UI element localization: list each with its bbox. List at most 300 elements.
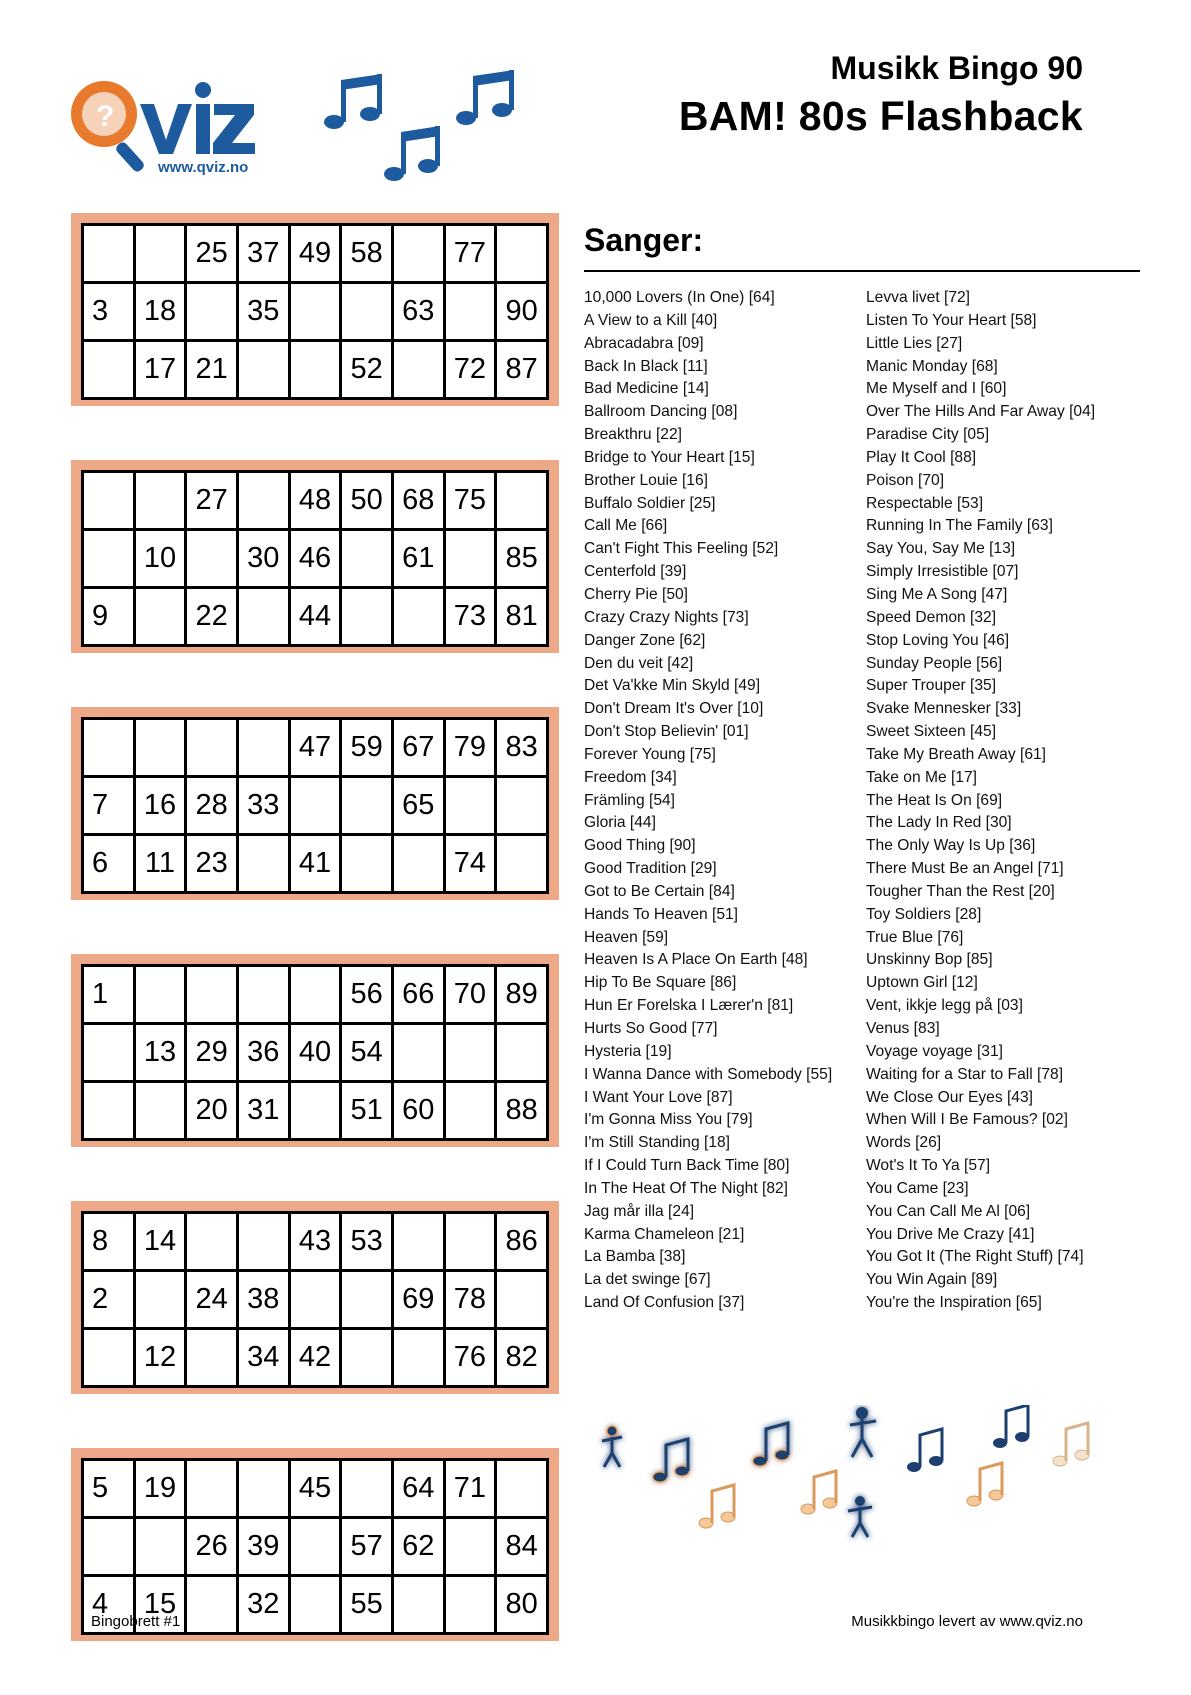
music-note-icon xyxy=(801,1471,837,1514)
board-cell xyxy=(496,1460,548,1518)
song-item: I'm Gonna Miss You [79] xyxy=(584,1111,753,1129)
bingo-board xyxy=(71,954,559,1147)
song-item: You Drive Me Crazy [41] xyxy=(866,1225,1035,1243)
board-row xyxy=(83,777,548,835)
song-item: Hands To Heaven [51] xyxy=(584,905,739,923)
board-cell: 71 xyxy=(444,1460,496,1518)
board-cell: 85 xyxy=(496,530,548,588)
song-item: Forever Young [75] xyxy=(584,745,716,763)
board-cell xyxy=(444,283,496,341)
song-item: You Win Again [89] xyxy=(866,1271,998,1289)
board-row xyxy=(83,530,548,588)
song-item: Little Lies [27] xyxy=(866,334,963,352)
board-cell: 18 xyxy=(134,283,186,341)
song-item: Det Va'kke Min Skyld [49] xyxy=(584,677,761,695)
song-item: Don't Stop Believin' [01] xyxy=(584,723,749,741)
board-cell xyxy=(392,225,444,283)
board-cell xyxy=(237,1460,289,1518)
board-cell: 22 xyxy=(186,588,238,646)
divider xyxy=(584,270,1140,272)
board-cell: 89 xyxy=(496,966,548,1024)
song-item: Brother Louie [16] xyxy=(584,471,708,489)
board-cell: 6 xyxy=(83,835,135,893)
song-item: Can't Fight This Feeling [52] xyxy=(584,540,779,558)
song-item: When Will I Be Famous? [02] xyxy=(866,1111,1068,1129)
board-cell xyxy=(289,777,341,835)
song-item: Buffalo Soldier [25] xyxy=(584,494,716,512)
song-item: A View to a Kill [40] xyxy=(584,311,718,329)
board-cell xyxy=(496,835,548,893)
board-cell xyxy=(341,777,393,835)
board-cell xyxy=(341,1329,393,1387)
song-item: Respectable [53] xyxy=(866,494,984,512)
board-cell xyxy=(289,1271,341,1329)
songs-column-2 xyxy=(866,287,1095,1315)
song-item: Gloria [44] xyxy=(584,814,656,832)
song-item: Heaven Is A Place On Earth [48] xyxy=(584,951,808,969)
board-cell xyxy=(392,1024,444,1082)
song-item: In The Heat Of The Night [82] xyxy=(584,1179,788,1197)
board-cell: 77 xyxy=(444,225,496,283)
music-note-icon xyxy=(1053,1423,1089,1466)
board-cell xyxy=(83,530,135,588)
board-cell xyxy=(289,1082,341,1140)
board-cell: 42 xyxy=(289,1329,341,1387)
song-item: Running In The Family [63] xyxy=(866,517,1053,535)
board-cell xyxy=(392,341,444,399)
board-cell: 12 xyxy=(134,1329,186,1387)
board-cell xyxy=(83,1082,135,1140)
bingo-boards xyxy=(71,213,559,1695)
song-item: Wot's It To Ya [57] xyxy=(866,1157,991,1175)
board-cell xyxy=(496,1024,548,1082)
song-item: Freedom [34] xyxy=(584,768,677,786)
board-cell: 2 xyxy=(83,1271,135,1329)
board-cell xyxy=(237,341,289,399)
dancer-icon xyxy=(602,1426,622,1467)
song-item: Vent, ikkje legg på [03] xyxy=(866,997,1023,1015)
song-item: Danger Zone [62] xyxy=(584,631,706,649)
board-cell: 37 xyxy=(237,225,289,283)
board-row xyxy=(83,1213,548,1271)
board-cell: 45 xyxy=(289,1460,341,1518)
board-cell xyxy=(289,283,341,341)
board-cell: 65 xyxy=(392,777,444,835)
title-block xyxy=(679,50,1083,140)
board-cell: 78 xyxy=(444,1271,496,1329)
board-cell: 60 xyxy=(392,1082,444,1140)
board-row xyxy=(83,588,548,646)
board-cell xyxy=(341,1271,393,1329)
song-item: Hip To Be Square [86] xyxy=(584,974,737,992)
board-cell xyxy=(444,1082,496,1140)
song-item: You Can Call Me Al [06] xyxy=(866,1202,1031,1220)
board-row xyxy=(83,966,548,1024)
board-row xyxy=(83,835,548,893)
board-cell: 58 xyxy=(341,225,393,283)
dancing-figures-decoration xyxy=(590,1405,1110,1575)
song-item: Bridge to Your Heart [15] xyxy=(584,448,755,466)
song-item: Me Myself and I [60] xyxy=(866,380,1007,398)
board-cell xyxy=(237,719,289,777)
song-item: Paradise City [05] xyxy=(866,426,990,444)
board-cell: 21 xyxy=(186,341,238,399)
song-item: Super Trouper [35] xyxy=(866,677,997,695)
board-cell xyxy=(289,341,341,399)
song-item: Back In Black [11] xyxy=(584,357,708,375)
board-cell: 30 xyxy=(237,530,289,588)
song-item: Crazy Crazy Nights [73] xyxy=(584,608,749,626)
board-cell: 53 xyxy=(341,1213,393,1271)
board-cell xyxy=(134,472,186,530)
song-item: Say You, Say Me [13] xyxy=(866,540,1016,558)
song-item: Bad Medicine [14] xyxy=(584,380,709,398)
song-item: There Must Be an Angel [71] xyxy=(866,860,1064,878)
board-cell xyxy=(186,1460,238,1518)
song-item: Stop Loving You [46] xyxy=(866,631,1010,649)
board-cell: 67 xyxy=(392,719,444,777)
song-item: Tougher Than the Rest [20] xyxy=(866,882,1055,900)
song-item: We Close Our Eyes [43] xyxy=(866,1088,1033,1106)
song-item: Words [26] xyxy=(866,1134,942,1152)
music-note-icon xyxy=(653,1439,689,1482)
board-cell xyxy=(496,777,548,835)
board-cell: 75 xyxy=(444,472,496,530)
bingo-board xyxy=(71,460,559,653)
song-item: Sunday People [56] xyxy=(866,654,1003,672)
song-item: Centerfold [39] xyxy=(584,563,687,581)
board-cell: 27 xyxy=(186,472,238,530)
board-cell xyxy=(186,1329,238,1387)
board-cell xyxy=(392,1576,444,1634)
page-title: BAM! 80s Flashback xyxy=(678,93,1083,139)
board-cell: 19 xyxy=(134,1460,186,1518)
song-item: La Bamba [38] xyxy=(584,1248,686,1266)
board-cell: 66 xyxy=(392,966,444,1024)
board-cell xyxy=(83,1329,135,1387)
board-row xyxy=(83,472,548,530)
song-item: Voyage voyage [31] xyxy=(866,1042,1003,1060)
footer-board-number: Bingobrett #1 xyxy=(91,1613,181,1630)
board-cell xyxy=(444,777,496,835)
song-item: Levva livet [72] xyxy=(866,289,971,306)
board-cell xyxy=(186,1576,238,1634)
board-row xyxy=(83,1024,548,1082)
song-item: You Came [23] xyxy=(866,1179,969,1197)
song-item: Venus [83] xyxy=(866,1020,940,1037)
music-note-icon xyxy=(907,1429,943,1472)
board-cell: 39 xyxy=(237,1518,289,1576)
board-cell xyxy=(186,1213,238,1271)
song-item: The Heat Is On [69] xyxy=(866,791,1003,809)
board-cell: 15 xyxy=(134,1576,186,1634)
board-cell xyxy=(237,835,289,893)
music-note-icon xyxy=(456,70,514,125)
board-cell: 31 xyxy=(237,1082,289,1140)
board-cell: 83 xyxy=(496,719,548,777)
board-cell xyxy=(134,1518,186,1576)
board-cell xyxy=(341,835,393,893)
board-cell: 47 xyxy=(289,719,341,777)
song-item: Cherry Pie [50] xyxy=(584,585,689,603)
board-cell: 56 xyxy=(341,966,393,1024)
songs-heading: Sanger: xyxy=(584,222,704,258)
board-cell: 54 xyxy=(341,1024,393,1082)
board-cell: 48 xyxy=(289,472,341,530)
song-item: Hysteria [19] xyxy=(584,1042,672,1060)
board-cell xyxy=(341,530,393,588)
bingo-board xyxy=(71,213,559,406)
song-item: Heaven [59] xyxy=(584,928,669,946)
board-row xyxy=(83,283,548,341)
song-item: Den du veit [42] xyxy=(584,654,694,672)
song-item: Good Tradition [29] xyxy=(584,860,717,878)
board-cell: 57 xyxy=(341,1518,393,1576)
song-item: Unskinny Bop [85] xyxy=(866,951,993,969)
board-cell: 69 xyxy=(392,1271,444,1329)
board-cell: 51 xyxy=(341,1082,393,1140)
music-note-icon xyxy=(993,1405,1029,1448)
board-row xyxy=(83,1271,548,1329)
board-cell xyxy=(186,719,238,777)
song-item: Jag mår illa [24] xyxy=(584,1202,695,1220)
song-item: Good Thing [90] xyxy=(584,837,696,855)
board-cell xyxy=(444,530,496,588)
songs-column-1 xyxy=(584,287,832,1315)
board-cell xyxy=(237,966,289,1024)
board-cell: 68 xyxy=(392,472,444,530)
song-item: Got to Be Certain [84] xyxy=(584,882,735,900)
song-item: Over The Hills And Far Away [04] xyxy=(866,403,1096,421)
board-cell xyxy=(496,1271,548,1329)
song-item: Manic Monday [68] xyxy=(866,357,998,375)
song-item: Toy Soldiers [28] xyxy=(866,905,982,923)
song-item: La det swinge [67] xyxy=(584,1271,711,1289)
board-cell: 11 xyxy=(134,835,186,893)
board-cell: 32 xyxy=(237,1576,289,1634)
board-row xyxy=(83,1460,548,1518)
song-item: Sweet Sixteen [45] xyxy=(866,723,997,741)
board-cell xyxy=(237,1213,289,1271)
song-item: Breakthru [22] xyxy=(584,426,682,444)
board-cell: 88 xyxy=(496,1082,548,1140)
board-cell xyxy=(83,472,135,530)
board-cell: 14 xyxy=(134,1213,186,1271)
board-cell: 70 xyxy=(444,966,496,1024)
song-item: I Want Your Love [87] xyxy=(584,1088,733,1106)
song-item: Ballroom Dancing [08] xyxy=(584,403,738,421)
board-row xyxy=(83,225,548,283)
song-item: 10,000 Lovers (In One) [64] xyxy=(584,289,775,306)
board-cell: 16 xyxy=(134,777,186,835)
board-cell: 13 xyxy=(134,1024,186,1082)
board-cell: 74 xyxy=(444,835,496,893)
board-cell xyxy=(83,225,135,283)
board-cell: 59 xyxy=(341,719,393,777)
song-item: Waiting for a Star to Fall [78] xyxy=(866,1065,1064,1083)
board-cell: 49 xyxy=(289,225,341,283)
page-subtitle: Musikk Bingo 90 xyxy=(830,50,1083,86)
board-cell: 72 xyxy=(444,341,496,399)
song-item: You Got It (The Right Stuff) [74] xyxy=(866,1248,1084,1266)
board-cell xyxy=(496,472,548,530)
bingo-board xyxy=(71,1201,559,1394)
board-cell: 33 xyxy=(237,777,289,835)
board-cell xyxy=(444,1024,496,1082)
board-cell: 73 xyxy=(444,588,496,646)
board-cell xyxy=(134,719,186,777)
board-row xyxy=(83,1518,548,1576)
board-cell: 52 xyxy=(341,341,393,399)
board-cell: 62 xyxy=(392,1518,444,1576)
song-item: If I Could Turn Back Time [80] xyxy=(584,1157,790,1175)
board-row xyxy=(83,341,548,399)
board-cell: 41 xyxy=(289,835,341,893)
board-cell xyxy=(341,588,393,646)
board-cell: 76 xyxy=(444,1329,496,1387)
song-item: Sing Me A Song [47] xyxy=(866,585,1008,603)
board-row xyxy=(83,719,548,777)
board-cell xyxy=(289,966,341,1024)
board-cell xyxy=(341,283,393,341)
board-cell xyxy=(186,966,238,1024)
board-cell xyxy=(83,719,135,777)
board-cell: 82 xyxy=(496,1329,548,1387)
footer-credit: Musikkbingo levert av www.qviz.no xyxy=(851,1613,1083,1630)
board-cell: 24 xyxy=(186,1271,238,1329)
board-cell: 29 xyxy=(186,1024,238,1082)
dancer-icon xyxy=(850,1407,876,1457)
board-cell xyxy=(186,283,238,341)
board-cell: 23 xyxy=(186,835,238,893)
board-cell: 34 xyxy=(237,1329,289,1387)
board-cell xyxy=(444,1518,496,1576)
music-notes-decoration xyxy=(320,70,550,190)
board-cell: 63 xyxy=(392,283,444,341)
board-cell xyxy=(134,1082,186,1140)
board-cell: 43 xyxy=(289,1213,341,1271)
board-cell: 28 xyxy=(186,777,238,835)
board-cell xyxy=(134,588,186,646)
song-item: Call Me [66] xyxy=(584,517,668,535)
board-cell xyxy=(134,225,186,283)
song-item: Land Of Confusion [37] xyxy=(584,1294,745,1312)
board-row xyxy=(83,1082,548,1140)
board-cell xyxy=(392,1329,444,1387)
board-cell xyxy=(341,1460,393,1518)
board-cell: 50 xyxy=(341,472,393,530)
board-cell: 87 xyxy=(496,341,548,399)
board-cell xyxy=(186,530,238,588)
song-item: Listen To Your Heart [58] xyxy=(866,311,1037,329)
board-cell: 7 xyxy=(83,777,135,835)
board-cell: 64 xyxy=(392,1460,444,1518)
board-cell xyxy=(444,1213,496,1271)
logo-url: www.qviz.no xyxy=(158,159,249,176)
song-item: Hun Er Forelska I Lærer'n [81] xyxy=(584,997,794,1015)
song-item: Speed Demon [32] xyxy=(866,608,997,626)
board-row xyxy=(83,1329,548,1387)
board-cell xyxy=(134,966,186,1024)
board-cell xyxy=(237,472,289,530)
song-item: Karma Chameleon [21] xyxy=(584,1225,745,1243)
board-cell: 26 xyxy=(186,1518,238,1576)
board-cell: 20 xyxy=(186,1082,238,1140)
board-cell: 8 xyxy=(83,1213,135,1271)
board-cell: 46 xyxy=(289,530,341,588)
song-item: Abracadabra [09] xyxy=(584,334,704,352)
board-cell xyxy=(83,1024,135,1082)
svg-text:?: ? xyxy=(96,100,115,133)
board-cell: 5 xyxy=(83,1460,135,1518)
board-cell: 40 xyxy=(289,1024,341,1082)
board-cell: 38 xyxy=(237,1271,289,1329)
music-note-icon xyxy=(324,74,382,129)
board-cell xyxy=(83,1518,135,1576)
bingo-board xyxy=(71,707,559,900)
song-item: Play It Cool [88] xyxy=(866,448,977,466)
song-item: Don't Dream It's Over [10] xyxy=(584,700,764,718)
board-cell: 4 xyxy=(83,1576,135,1634)
board-cell: 81 xyxy=(496,588,548,646)
song-item: Poison [70] xyxy=(866,471,945,489)
board-cell: 55 xyxy=(341,1576,393,1634)
board-cell: 44 xyxy=(289,588,341,646)
board-cell: 3 xyxy=(83,283,135,341)
board-cell: 10 xyxy=(134,530,186,588)
board-cell xyxy=(289,1518,341,1576)
dancer-icon xyxy=(848,1496,872,1537)
song-item: Take on Me [17] xyxy=(866,768,977,786)
board-cell: 79 xyxy=(444,719,496,777)
music-note-icon xyxy=(753,1423,789,1466)
song-item: Simply Irresistible [07] xyxy=(866,563,1019,581)
board-cell xyxy=(496,225,548,283)
board-cell: 17 xyxy=(134,341,186,399)
board-cell: 9 xyxy=(83,588,135,646)
board-cell: 90 xyxy=(496,283,548,341)
board-cell xyxy=(444,1576,496,1634)
board-cell: 1 xyxy=(83,966,135,1024)
music-note-icon xyxy=(384,126,440,181)
board-cell xyxy=(392,1213,444,1271)
board-cell xyxy=(83,341,135,399)
song-item: You're the Inspiration [65] xyxy=(866,1294,1042,1312)
song-item: The Only Way Is Up [36] xyxy=(866,837,1036,855)
song-item: True Blue [76] xyxy=(866,928,964,946)
song-item: Hurts So Good [77] xyxy=(584,1020,718,1037)
board-cell: 61 xyxy=(392,530,444,588)
song-item: Främling [54] xyxy=(584,791,675,809)
board-cell xyxy=(289,1576,341,1634)
music-note-icon xyxy=(699,1485,735,1528)
board-cell: 25 xyxy=(186,225,238,283)
song-item: The Lady In Red [30] xyxy=(866,814,1012,832)
song-item: I'm Still Standing [18] xyxy=(584,1134,730,1152)
song-item: Svake Mennesker [33] xyxy=(866,700,1022,718)
board-cell xyxy=(392,835,444,893)
board-cell: 36 xyxy=(237,1024,289,1082)
song-item: Uptown Girl [12] xyxy=(866,974,978,992)
board-cell: 84 xyxy=(496,1518,548,1576)
board-cell: 35 xyxy=(237,283,289,341)
song-item: Take My Breath Away [61] xyxy=(866,745,1046,763)
music-note-icon xyxy=(967,1463,1003,1506)
board-cell: 86 xyxy=(496,1213,548,1271)
qviz-logo xyxy=(62,68,277,188)
board-cell xyxy=(392,588,444,646)
board-cell: 80 xyxy=(496,1576,548,1634)
